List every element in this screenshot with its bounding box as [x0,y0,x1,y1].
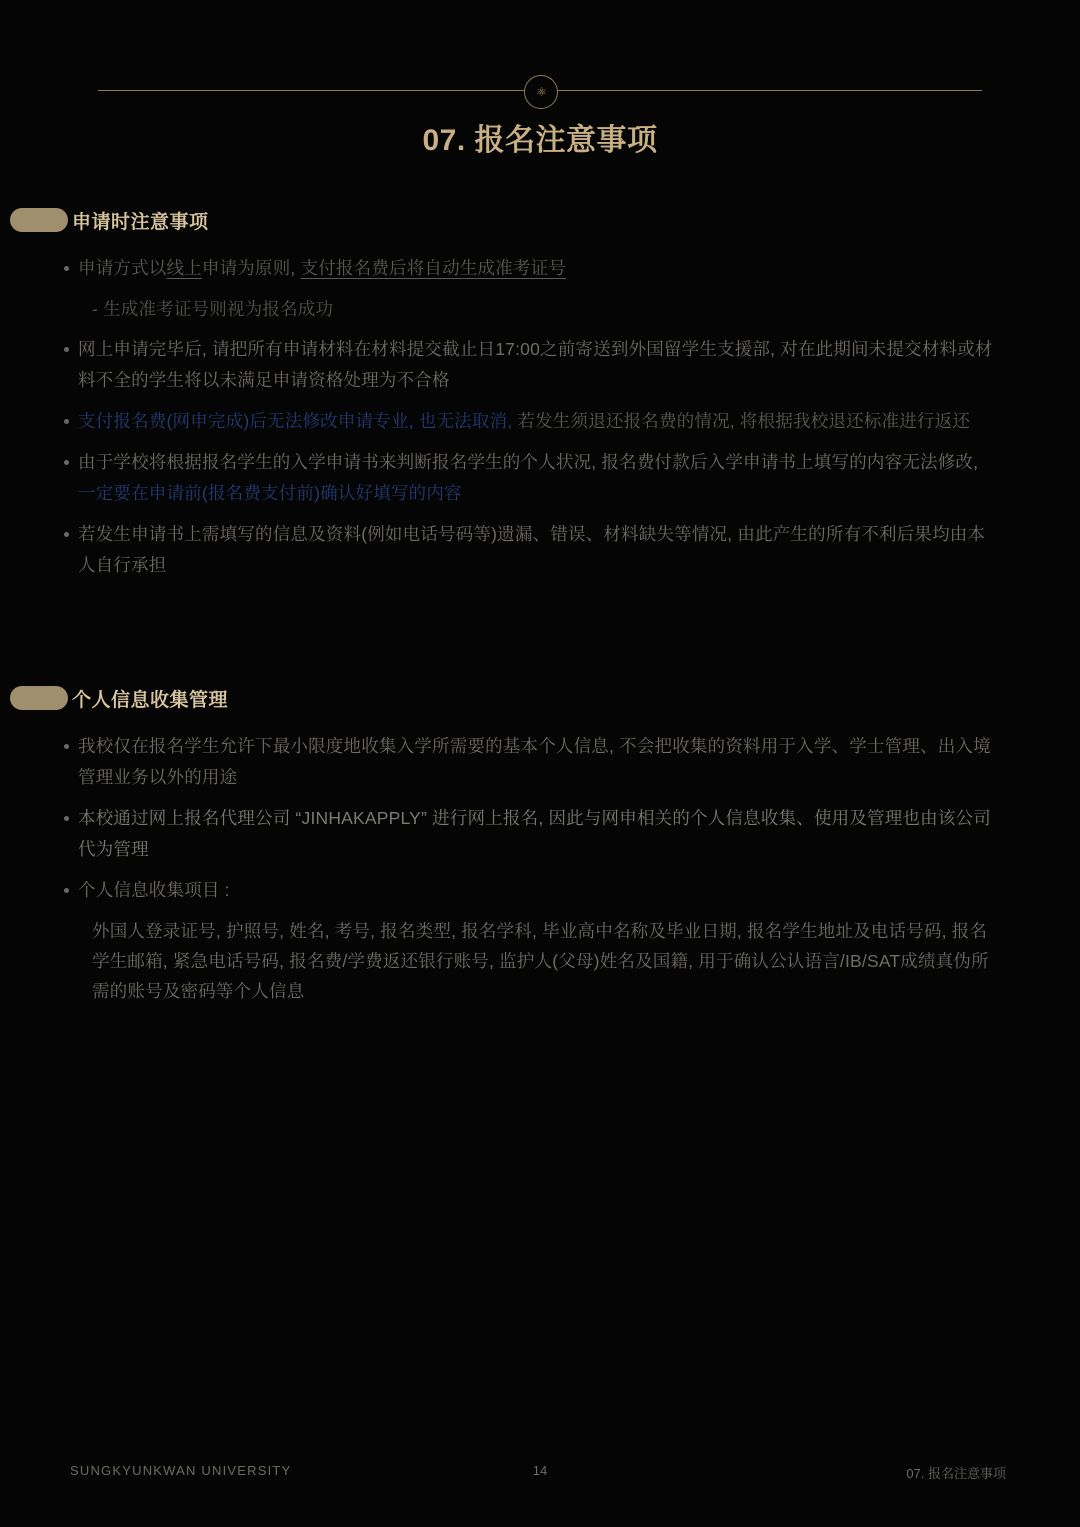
bullet-text-run: 外国人登录证号, 护照号, 姓名, 考号, 报名类型, 报名学科, 毕业高中名称及毕业日期, 报名学生地址及电话号码, 报名学生邮箱, 紧急电话号码, 报名费/学费返还银行账号, 监护人(父母)姓名及国籍, 用于确认公认语言/IB/SAT成绩真伪所需的账号及密码等个人信息 [92,921,989,1001]
bullet-item [78,731,1000,793]
bullet-text-run: 若发生须退还报名费的情况, 将根据我校退还标准进行返还 [512,411,971,431]
bullet-item [78,519,1000,581]
bullet-text-run: 申请方式以 [78,258,167,278]
page-footer [0,1463,1080,1483]
emblem-glyph: ⚛ [536,84,546,99]
bullet-text-run: 由于学校将根据报名学生的入学申请书来判断报名学生的个人状况, 报名费付款后入学申请书上填写的内容无法修改, [78,452,979,472]
section-heading [0,205,1080,239]
bullet-item [78,803,1000,865]
bullet-text-run: 支付报名费后将自动生成准考证号 [300,258,567,278]
section-heading [0,683,1080,717]
section-personal-info [0,683,1080,1016]
bullet-list [0,731,1080,1006]
section-tab-marker [10,686,68,710]
bullet-text-run: 本校通过网上报名代理公司 “JINHAKAPPLY” 进行网上报名, 因此与网申相关的个人信息收集、使用及管理也由该公司代为管理 [78,808,991,859]
bullet-item [78,406,1000,437]
bullet-item [78,447,1000,509]
bullet-text-run: - 生成准考证号则视为报名成功 [92,299,334,319]
bullet-text-run: 网上申请完毕后, 请把所有申请材料在材料提交截止日17:00之前寄送到外国留学生支援部, 对在此期间未提交材料或材料不全的学生将以未满足申请资格处理为不合格 [78,339,993,390]
bullet-subitem [78,294,1000,324]
skku-emblem-icon [524,75,558,109]
section-title: 申请时注意事项 [72,212,209,233]
footer-university-name: SUNGKYUNKWAN UNIVERSITY [70,1463,292,1478]
bullet-text-run: 个人信息收集项目 : [78,880,230,900]
footer-section-label: 07. 报名注意事项 [906,1466,1006,1481]
bullet-text-run: 一定要在申请前(报名费支付前)确认好填写的内容 [78,483,462,503]
bullet-item [78,334,1000,396]
section-application-notes [0,205,1080,591]
bullet-text-run: 我校仅在报名学生允许下最小限度地收集入学所需要的基本个人信息, 不会把收集的资料用于入学、学士管理、出入境管理业务以外的用途 [78,736,991,787]
bullet-list [0,253,1080,581]
bullet-text-run: 申请为原则, [201,258,301,278]
section-tab-marker [10,208,68,232]
bullet-text-run: 支付报名费(网申完成)后无法修改申请专业, 也无法取消, [78,411,513,431]
bullet-subitem [78,916,1000,1006]
bullet-text-run: 线上 [166,258,202,278]
bullet-text-run: 若发生申请书上需填写的信息及资料(例如电话号码等)遗漏、错误、材料缺失等情况, 由此产生的所有不利后果均由本人自行承担 [78,524,986,575]
bullet-item [78,253,1000,284]
footer-page-number: 14 [532,1463,548,1478]
page-title: 07. 报名注意事项 [422,124,658,157]
section-title: 个人信息收集管理 [72,690,229,711]
bullet-item [78,875,1000,906]
